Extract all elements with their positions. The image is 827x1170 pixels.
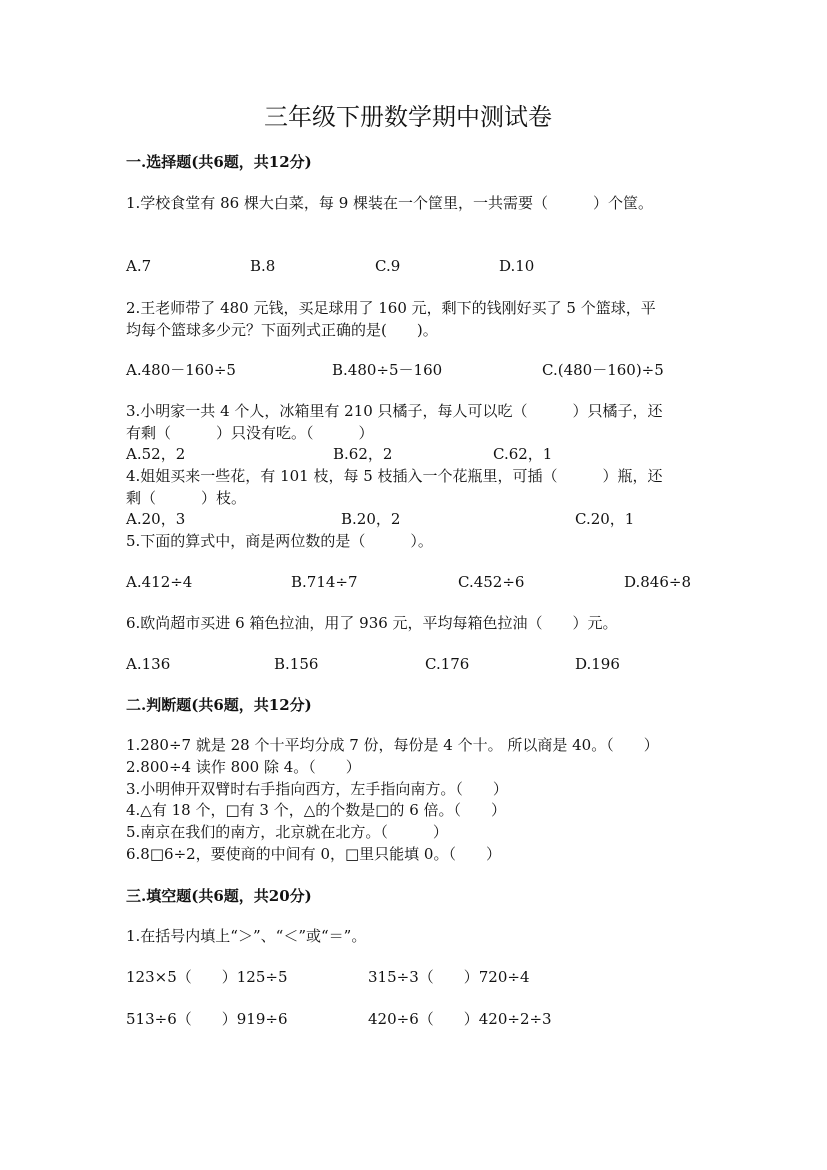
comparison-item: 315÷3（ ）720÷4 [368,968,530,986]
question-text: 6.欧尚超市买进 6 箱色拉油，用了 936 元，平均每箱色拉油（ ）元。 [126,614,618,632]
comparison-item: 420÷6（ ）420÷2÷3 [368,1010,552,1028]
list-item: 1.280÷7 就是 28 个十平均分成 7 份，每份是 4 个十。 所以商是 40。（ ） [126,736,659,754]
list-item: 4.△有 18 个，□有 3 个，△的个数是□的 6 倍。（ ） [126,801,507,819]
option: B.714÷7 [291,573,358,591]
question-text: 2.王老师带了 480 元钱，买足球用了 160 元，剩下的钱刚好买了 5 个篮球，平 [126,299,656,317]
question-text: 1.学校食堂有 86 棵大白菜，每 9 棵装在一个筐里，一共需要（ ）个筐。 [126,194,654,212]
option: A.136 [126,655,171,673]
option: B.62，2 [333,445,393,463]
option: B.20，2 [341,510,401,528]
option: B.480÷5－160 [332,361,443,379]
option: A.52，2 [126,445,186,463]
option: C.(480－160)÷5 [542,361,664,379]
section-heading-judgment: 二.判断题(共6题，共12分) [126,696,312,714]
option: B.156 [274,655,319,673]
question-text: 3.小明家一共 4 个人，冰箱里有 210 只橘子，每人可以吃（ ）只橘子，还 [126,402,663,420]
option: C.9 [375,257,401,275]
option: A.412÷4 [126,573,193,591]
question-text: 均每个篮球多少元？下面列式正确的是( )。 [126,321,438,339]
list-item: 3.小明伸开双臂时右手指向西方，左手指向南方。（ ） [126,780,508,798]
question-text: 有剩（ ）只没有吃。（ ） [126,424,374,442]
option: D.846÷8 [624,573,692,591]
question-text: 5.下面的算式中，商是两位数的是（ ）。 [126,532,433,550]
option: C.176 [425,655,470,673]
option: A.20，3 [126,510,186,528]
comparison-item: 513÷6（ ）919÷6 [126,1010,288,1028]
section-heading-fill: 三.填空题(共6题，共20分) [126,887,312,905]
option: D.10 [499,257,535,275]
question-text: 4.姐姐买来一些花，有 101 枝，每 5 枝插入一个花瓶里，可插（ ）瓶，还 [126,467,663,485]
option: D.196 [575,655,620,673]
section-heading-choice: 一.选择题(共6题，共12分) [126,153,312,171]
question-text: 剩（ ）枝。 [126,489,247,507]
comparison-item: 123×5（ ）125÷5 [126,968,288,986]
option: A.480－160÷5 [126,361,236,379]
option: C.62，1 [493,445,553,463]
question-text: 1.在括号内填上“＞”、“＜”或“＝”。 [126,927,367,945]
list-item: 5.南京在我们的南方，北京就在北方。（ ） [126,823,448,841]
option: C.452÷6 [458,573,525,591]
option: A.7 [126,257,152,275]
page-title: 三年级下册数学期中测试卷 [264,103,552,131]
list-item: 2.800÷4 读作 800 除 4。（ ） [126,758,361,776]
option: B.8 [250,257,276,275]
option: C.20，1 [575,510,635,528]
list-item: 6.8□6÷2，要使商的中间有 0，□里只能填 0。（ ） [126,845,501,863]
